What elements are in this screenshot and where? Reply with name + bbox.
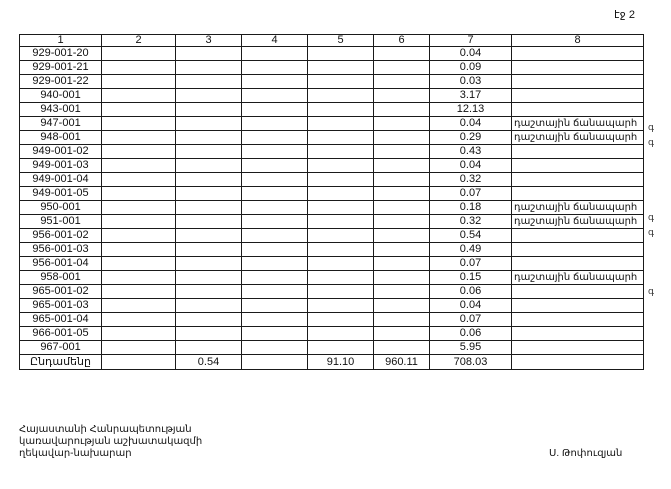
empty-cell (374, 117, 430, 131)
parcel-code-cell: 956-001-03 (20, 243, 102, 257)
area-cell: 3.17 (430, 89, 512, 103)
totals-cell: 91.10 (308, 355, 374, 370)
empty-cell (242, 327, 308, 341)
note-cell (512, 313, 644, 327)
empty-cell (374, 243, 430, 257)
parcel-code-cell: 949-001-04 (20, 173, 102, 187)
parcel-code-cell: 948-001 (20, 131, 102, 145)
empty-cell (374, 201, 430, 215)
area-cell: 0.04 (430, 159, 512, 173)
signatory-name: Ս. Թոփուզյան (549, 448, 623, 459)
empty-cell (374, 299, 430, 313)
empty-cell (242, 229, 308, 243)
empty-cell (102, 341, 176, 355)
empty-cell (102, 89, 176, 103)
empty-cell (176, 285, 242, 299)
empty-cell (374, 215, 430, 229)
empty-cell (102, 271, 176, 285)
totals-row (20, 355, 644, 370)
area-cell: 0.32 (430, 215, 512, 229)
parcel-code-cell: 949-001-02 (20, 145, 102, 159)
totals-cell: 960.11 (374, 355, 430, 370)
empty-cell (176, 47, 242, 61)
empty-cell (308, 327, 374, 341)
empty-cell (308, 229, 374, 243)
table-row (20, 229, 644, 243)
empty-cell (374, 313, 430, 327)
signatory-title-line: Հայաստանի Հանրապետության (19, 424, 192, 435)
parcel-code-cell: 966-001-05 (20, 327, 102, 341)
table-row (20, 173, 644, 187)
empty-cell (102, 299, 176, 313)
empty-cell (102, 327, 176, 341)
empty-cell (102, 61, 176, 75)
empty-cell (102, 285, 176, 299)
empty-cell (374, 271, 430, 285)
empty-cell (176, 341, 242, 355)
empty-cell (102, 173, 176, 187)
empty-cell (374, 47, 430, 61)
note-cell (512, 285, 644, 299)
empty-cell (374, 131, 430, 145)
empty-cell (176, 89, 242, 103)
empty-cell (242, 341, 308, 355)
empty-cell (242, 257, 308, 271)
empty-cell (176, 271, 242, 285)
empty-cell (102, 75, 176, 89)
column-header: 4 (242, 35, 308, 47)
parcel-code-cell: 967-001 (20, 341, 102, 355)
area-cell: 0.07 (430, 187, 512, 201)
area-cell: 0.06 (430, 285, 512, 299)
parcel-code-cell: 929-001-21 (20, 61, 102, 75)
totals-cell (512, 355, 644, 370)
parcel-code-cell: 929-001-20 (20, 47, 102, 61)
empty-cell (242, 145, 308, 159)
area-cell: 0.43 (430, 145, 512, 159)
empty-cell (242, 47, 308, 61)
empty-cell (308, 173, 374, 187)
note-cell (512, 103, 644, 117)
table-row (20, 159, 644, 173)
area-cell: 0.03 (430, 75, 512, 89)
empty-cell (176, 257, 242, 271)
table-row (20, 145, 644, 159)
empty-cell (176, 103, 242, 117)
empty-cell (308, 131, 374, 145)
table-row (20, 89, 644, 103)
table-row (20, 187, 644, 201)
empty-cell (102, 257, 176, 271)
empty-cell (242, 103, 308, 117)
area-cell: 0.04 (430, 117, 512, 131)
empty-cell (176, 187, 242, 201)
table-row (20, 257, 644, 271)
note-cell (512, 327, 644, 341)
empty-cell (102, 47, 176, 61)
parcel-code-cell: 940-001 (20, 89, 102, 103)
area-cell: 5.95 (430, 341, 512, 355)
empty-cell (308, 47, 374, 61)
empty-cell (102, 229, 176, 243)
table-row (20, 341, 644, 355)
empty-cell (242, 299, 308, 313)
table-row (20, 271, 644, 285)
area-cell: 0.49 (430, 243, 512, 257)
totals-cell (102, 355, 176, 370)
empty-cell (102, 187, 176, 201)
note-cell: դաշտային ճանապարհ (512, 215, 644, 229)
page-number: էջ 2 (614, 9, 635, 21)
totals-cell: 708.03 (430, 355, 512, 370)
note-cell (512, 75, 644, 89)
column-header: 5 (308, 35, 374, 47)
empty-cell (308, 145, 374, 159)
table-row (20, 327, 644, 341)
empty-cell (176, 327, 242, 341)
empty-cell (176, 159, 242, 173)
area-cell: 0.54 (430, 229, 512, 243)
table-row (20, 243, 644, 257)
table-row (20, 117, 644, 131)
column-header: 3 (176, 35, 242, 47)
empty-cell (176, 117, 242, 131)
empty-cell (102, 145, 176, 159)
parcel-code-cell: 965-001-02 (20, 285, 102, 299)
table-row (20, 215, 644, 229)
note-cell (512, 47, 644, 61)
empty-cell (176, 215, 242, 229)
empty-cell (374, 173, 430, 187)
area-cell: 0.29 (430, 131, 512, 145)
empty-cell (176, 313, 242, 327)
note-cell (512, 341, 644, 355)
margin-note: գ (648, 286, 654, 296)
empty-cell (242, 159, 308, 173)
empty-cell (308, 201, 374, 215)
empty-cell (242, 271, 308, 285)
empty-cell (102, 201, 176, 215)
note-cell: դաշտային ճանապարհ (512, 131, 644, 145)
table-row (20, 75, 644, 89)
signatory-title-line: ղեկավար-նախարար (19, 448, 132, 459)
table-row (20, 103, 644, 117)
empty-cell (242, 215, 308, 229)
empty-cell (374, 103, 430, 117)
empty-cell (308, 313, 374, 327)
area-cell: 0.15 (430, 271, 512, 285)
empty-cell (374, 187, 430, 201)
table-row (20, 131, 644, 145)
empty-cell (102, 159, 176, 173)
empty-cell (242, 285, 308, 299)
column-header: 1 (20, 35, 102, 47)
parcel-code-cell: 965-001-04 (20, 313, 102, 327)
empty-cell (176, 173, 242, 187)
empty-cell (176, 299, 242, 313)
note-cell (512, 89, 644, 103)
note-cell (512, 187, 644, 201)
empty-cell (102, 243, 176, 257)
note-cell (512, 243, 644, 257)
table-row (20, 47, 644, 61)
margin-note: գ (648, 212, 654, 222)
parcel-code-cell: 949-001-03 (20, 159, 102, 173)
empty-cell (242, 201, 308, 215)
column-header: 8 (512, 35, 644, 47)
parcel-code-cell: 956-001-04 (20, 257, 102, 271)
empty-cell (242, 243, 308, 257)
signatory-title (19, 424, 202, 460)
empty-cell (242, 187, 308, 201)
empty-cell (242, 117, 308, 131)
empty-cell (102, 117, 176, 131)
table-row (20, 201, 644, 215)
empty-cell (242, 173, 308, 187)
land-parcels-table (19, 34, 644, 370)
table-row (20, 299, 644, 313)
totals-cell (242, 355, 308, 370)
empty-cell (176, 201, 242, 215)
column-header: 7 (430, 35, 512, 47)
empty-cell (374, 285, 430, 299)
area-cell: 0.18 (430, 201, 512, 215)
margin-note: գ (648, 137, 654, 147)
empty-cell (242, 131, 308, 145)
empty-cell (308, 243, 374, 257)
empty-cell (308, 299, 374, 313)
parcel-code-cell: 956-001-02 (20, 229, 102, 243)
empty-cell (176, 61, 242, 75)
area-cell: 12.13 (430, 103, 512, 117)
empty-cell (308, 103, 374, 117)
empty-cell (374, 341, 430, 355)
empty-cell (308, 271, 374, 285)
empty-cell (308, 89, 374, 103)
empty-cell (176, 243, 242, 257)
note-cell (512, 61, 644, 75)
empty-cell (374, 257, 430, 271)
empty-cell (308, 215, 374, 229)
parcel-code-cell: 929-001-22 (20, 75, 102, 89)
area-cell: 0.09 (430, 61, 512, 75)
margin-note: գ (648, 227, 654, 237)
empty-cell (308, 117, 374, 131)
area-cell: 0.32 (430, 173, 512, 187)
empty-cell (308, 257, 374, 271)
area-cell: 0.07 (430, 313, 512, 327)
parcel-code-cell: 958-001 (20, 271, 102, 285)
empty-cell (308, 159, 374, 173)
empty-cell (242, 75, 308, 89)
note-cell (512, 257, 644, 271)
empty-cell (374, 229, 430, 243)
area-cell: 0.06 (430, 327, 512, 341)
empty-cell (102, 103, 176, 117)
empty-cell (308, 187, 374, 201)
note-cell (512, 229, 644, 243)
note-cell (512, 299, 644, 313)
area-cell: 0.04 (430, 47, 512, 61)
empty-cell (242, 313, 308, 327)
empty-cell (374, 159, 430, 173)
empty-cell (308, 285, 374, 299)
empty-cell (242, 89, 308, 103)
table-row (20, 313, 644, 327)
empty-cell (102, 131, 176, 145)
empty-cell (308, 61, 374, 75)
parcel-code-cell: 951-001 (20, 215, 102, 229)
empty-cell (374, 75, 430, 89)
note-cell: դաշտային ճանապարհ (512, 271, 644, 285)
note-cell (512, 159, 644, 173)
empty-cell (242, 61, 308, 75)
note-cell: դաշտային ճանապարհ (512, 201, 644, 215)
empty-cell (176, 131, 242, 145)
column-header: 2 (102, 35, 176, 47)
area-cell: 0.07 (430, 257, 512, 271)
totals-label: Ընդամենը (20, 355, 102, 370)
parcel-code-cell: 943-001 (20, 103, 102, 117)
empty-cell (374, 89, 430, 103)
empty-cell (308, 75, 374, 89)
table-header-row (20, 35, 644, 47)
parcel-code-cell: 965-001-03 (20, 299, 102, 313)
note-cell (512, 173, 644, 187)
empty-cell (102, 215, 176, 229)
signatory-title-line: կառավարության աշխատակազմի (19, 436, 203, 447)
empty-cell (308, 341, 374, 355)
empty-cell (374, 327, 430, 341)
parcel-code-cell: 950-001 (20, 201, 102, 215)
table-row (20, 285, 644, 299)
empty-cell (176, 145, 242, 159)
area-cell: 0.04 (430, 299, 512, 313)
table-row (20, 61, 644, 75)
note-cell: դաշտային ճանապարհ (512, 117, 644, 131)
parcel-code-cell: 949-001-05 (20, 187, 102, 201)
empty-cell (176, 229, 242, 243)
column-header: 6 (374, 35, 430, 47)
note-cell (512, 145, 644, 159)
empty-cell (374, 61, 430, 75)
margin-note: գ (648, 122, 654, 132)
empty-cell (102, 313, 176, 327)
totals-cell: 0.54 (176, 355, 242, 370)
empty-cell (374, 145, 430, 159)
empty-cell (176, 75, 242, 89)
parcel-code-cell: 947-001 (20, 117, 102, 131)
